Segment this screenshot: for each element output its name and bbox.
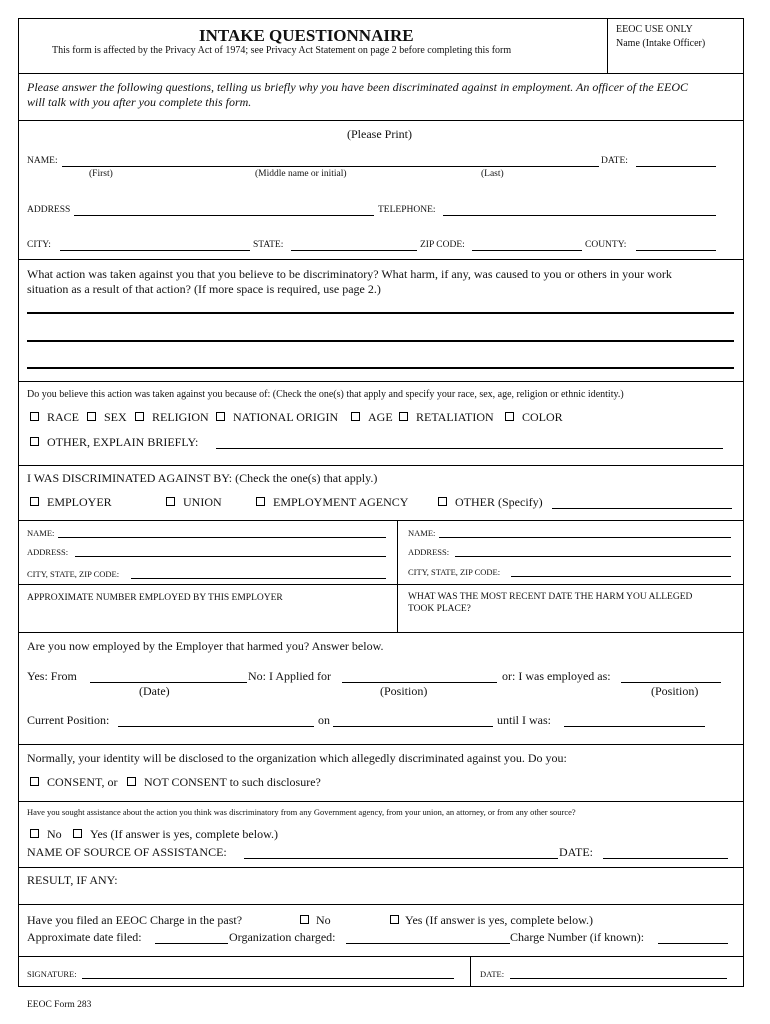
- form-number: EEOC Form 283: [27, 1000, 92, 1010]
- charge-number-label: Charge Number (if known):: [510, 930, 645, 944]
- charge-no-label: No: [316, 913, 331, 927]
- recent-date-label-1: WHAT WAS THE MOST RECENT DATE THE HARM YOU ALLEGED: [408, 592, 693, 602]
- first-caption: (First): [89, 169, 113, 179]
- assistance-date-field[interactable]: [603, 858, 728, 859]
- on-date-field[interactable]: [333, 726, 493, 727]
- state-field[interactable]: [291, 250, 417, 251]
- org-charged-label: Organization charged:: [229, 930, 336, 944]
- answer-line[interactable]: [27, 312, 734, 314]
- form-title: INTAKE QUESTIONNAIRE: [199, 26, 414, 45]
- name-field[interactable]: [62, 166, 599, 167]
- org2-address-label: ADDRESS:: [408, 547, 450, 557]
- until-label: until I was:: [497, 713, 551, 727]
- intro-line-2: will talk with you after you complete this form.: [27, 95, 252, 109]
- employment-question: Are you now employed by the Employer that harmed you? Answer below.: [27, 639, 384, 653]
- charge-question: Have you filed an EEOC Charge in the past?: [27, 913, 243, 927]
- employment-agency-label: EMPLOYMENT AGENCY: [273, 495, 409, 509]
- other-basis-label: OTHER, EXPLAIN BRIEFLY:: [47, 435, 199, 449]
- religion-label: RELIGION: [152, 410, 209, 424]
- other-org-label: OTHER (Specify): [455, 495, 543, 509]
- divider: [18, 744, 744, 745]
- not-consent-checkbox[interactable]: [127, 777, 136, 786]
- divider: [18, 801, 744, 802]
- source-label: NAME OF SOURCE OF ASSISTANCE:: [27, 845, 227, 859]
- divider: [18, 73, 744, 74]
- yes-from-label: Yes: From: [27, 669, 77, 683]
- org1-csz-label: CITY, STATE, ZIP CODE:: [27, 569, 120, 579]
- city-label: CITY:: [27, 240, 51, 250]
- current-position-label: Current Position:: [27, 713, 110, 727]
- position-caption: (Position): [380, 684, 428, 698]
- divider: [18, 867, 744, 868]
- basis-question: Do you believe this action was taken against you because of: (Check the one(s) that apply and specify your race, sex, age, religion or ethnic identity.): [27, 389, 624, 400]
- position-caption-2: (Position): [651, 684, 699, 698]
- answer-line[interactable]: [27, 340, 734, 342]
- employment-agency-checkbox[interactable]: [256, 497, 265, 506]
- charge-yes-checkbox[interactable]: [390, 915, 399, 924]
- address-field[interactable]: [74, 215, 374, 216]
- race-label: RACE: [47, 410, 80, 424]
- org2-name-label: NAME:: [408, 528, 436, 538]
- on-label: on: [318, 713, 330, 727]
- approx-employed-label: APPROXIMATE NUMBER EMPLOYED BY THIS EMPLOYER: [27, 593, 283, 603]
- date-caption: (Date): [139, 684, 170, 698]
- divider: [18, 520, 744, 521]
- age-label: AGE: [368, 410, 393, 424]
- header-divider: [607, 18, 608, 73]
- assistance-yes-checkbox[interactable]: [73, 829, 82, 838]
- signature-date-label: DATE:: [480, 969, 505, 979]
- city-field[interactable]: [60, 250, 250, 251]
- or-employed-label: or: I was employed as:: [502, 669, 611, 683]
- other-basis-field[interactable]: [216, 448, 723, 449]
- not-consent-label: NOT CONSENT to such disclosure?: [144, 775, 321, 789]
- divider: [18, 956, 744, 957]
- zip-label: ZIP CODE:: [420, 240, 465, 250]
- religion-checkbox[interactable]: [135, 412, 144, 421]
- employer-checkbox[interactable]: [30, 497, 39, 506]
- state-label: STATE:: [253, 240, 284, 250]
- intake-officer-label: Name (Intake Officer): [616, 38, 706, 49]
- national-origin-checkbox[interactable]: [216, 412, 225, 421]
- signature-date-field[interactable]: [510, 978, 727, 979]
- org-column-divider: [397, 520, 398, 632]
- assistance-no-checkbox[interactable]: [30, 829, 39, 838]
- current-position-field[interactable]: [118, 726, 314, 727]
- signature-field[interactable]: [82, 978, 454, 979]
- divider: [18, 584, 744, 585]
- sex-checkbox[interactable]: [87, 412, 96, 421]
- retaliation-label: RETALIATION: [416, 410, 494, 424]
- divider: [18, 632, 744, 633]
- divider: [18, 120, 744, 121]
- other-basis-checkbox[interactable]: [30, 437, 39, 446]
- signature-divider: [470, 956, 471, 987]
- assistance-question: Have you sought assistance about the action you think was discriminatory from any Government agency, from your union, an attorney, or from any other source?: [27, 807, 576, 817]
- other-org-field[interactable]: [552, 508, 732, 509]
- recent-date-label-2: TOOK PLACE?: [408, 604, 471, 614]
- until-field[interactable]: [564, 726, 705, 727]
- race-checkbox[interactable]: [30, 412, 39, 421]
- divider: [18, 904, 744, 905]
- divider: [18, 259, 744, 260]
- org2-csz-label: CITY, STATE, ZIP CODE:: [408, 567, 501, 577]
- org-charged-field[interactable]: [346, 943, 510, 944]
- address-label: ADDRESS: [27, 205, 71, 215]
- employed-as-field[interactable]: [621, 682, 721, 683]
- assistance-no-label: No: [47, 827, 62, 841]
- assistance-date-label: DATE:: [559, 845, 593, 859]
- org1-name-field[interactable]: [58, 537, 386, 538]
- org2-csz-field[interactable]: [511, 576, 731, 577]
- eeoc-use-only: EEOC USE ONLY: [616, 24, 693, 35]
- charge-yes-label: Yes (If answer is yes, complete below.): [405, 913, 593, 927]
- date-label: DATE:: [601, 156, 628, 166]
- source-field[interactable]: [244, 858, 558, 859]
- national-origin-label: NATIONAL ORIGIN: [233, 410, 339, 424]
- applied-position-field[interactable]: [342, 682, 497, 683]
- union-checkbox[interactable]: [166, 497, 175, 506]
- color-checkbox[interactable]: [505, 412, 514, 421]
- name-label: NAME:: [27, 156, 58, 166]
- charge-number-field[interactable]: [658, 943, 728, 944]
- zip-field[interactable]: [472, 250, 582, 251]
- please-print: (Please Print): [347, 127, 412, 141]
- telephone-field[interactable]: [443, 215, 716, 216]
- result-label: RESULT, IF ANY:: [27, 873, 118, 887]
- other-org-checkbox[interactable]: [438, 497, 447, 506]
- union-label: UNION: [183, 495, 222, 509]
- identity-question: Normally, your identity will be disclosed to the organization which allegedly discriminated against you. Do you:: [27, 751, 567, 765]
- middle-caption: (Middle name or initial): [255, 169, 347, 179]
- org1-name-label: NAME:: [27, 528, 55, 538]
- county-label: COUNTY:: [585, 240, 627, 250]
- charge-no-checkbox[interactable]: [300, 915, 309, 924]
- assistance-yes-label: Yes (If answer is yes, complete below.): [90, 827, 278, 841]
- no-applied-label: No: I Applied for: [248, 669, 331, 683]
- intro-line-1: Please answer the following questions, telling us briefly why you have been discriminated against in employment. An officer of the EEOC: [27, 80, 689, 94]
- divider: [18, 465, 744, 466]
- org1-address-field[interactable]: [75, 556, 386, 557]
- against-question: I WAS DISCRIMINATED AGAINST BY: (Check the one(s) that apply.): [27, 471, 378, 485]
- org1-address-label: ADDRESS:: [27, 547, 69, 557]
- age-checkbox[interactable]: [351, 412, 360, 421]
- sex-label: SEX: [104, 410, 127, 424]
- signature-label: SIGNATURE:: [27, 969, 77, 979]
- county-field[interactable]: [636, 250, 716, 251]
- approx-date-field[interactable]: [155, 943, 228, 944]
- telephone-label: TELEPHONE:: [378, 205, 436, 215]
- color-label: COLOR: [522, 410, 563, 424]
- divider: [18, 381, 744, 382]
- privacy-note: This form is affected by the Privacy Act of 1974; see Privacy Act Statement on page 2 before completing this form: [52, 45, 512, 56]
- employer-label: EMPLOYER: [47, 495, 112, 509]
- consent-label: CONSENT, or: [47, 775, 118, 789]
- approx-date-label: Approximate date filed:: [27, 930, 142, 944]
- org1-csz-field[interactable]: [131, 578, 386, 579]
- yes-from-field[interactable]: [90, 682, 247, 683]
- last-caption: (Last): [481, 169, 504, 179]
- answer-line[interactable]: [27, 367, 734, 369]
- org2-name-field[interactable]: [439, 537, 731, 538]
- consent-checkbox[interactable]: [30, 777, 39, 786]
- org2-address-field[interactable]: [455, 556, 731, 557]
- retaliation-checkbox[interactable]: [399, 412, 408, 421]
- action-question-line-2: situation as a result of that action? (If more space is required, use page 2.): [27, 282, 381, 296]
- date-field[interactable]: [636, 166, 716, 167]
- action-question-line-1: What action was taken against you that you believe to be discriminatory? What harm, if any, was caused to you or others in your work: [27, 267, 672, 281]
